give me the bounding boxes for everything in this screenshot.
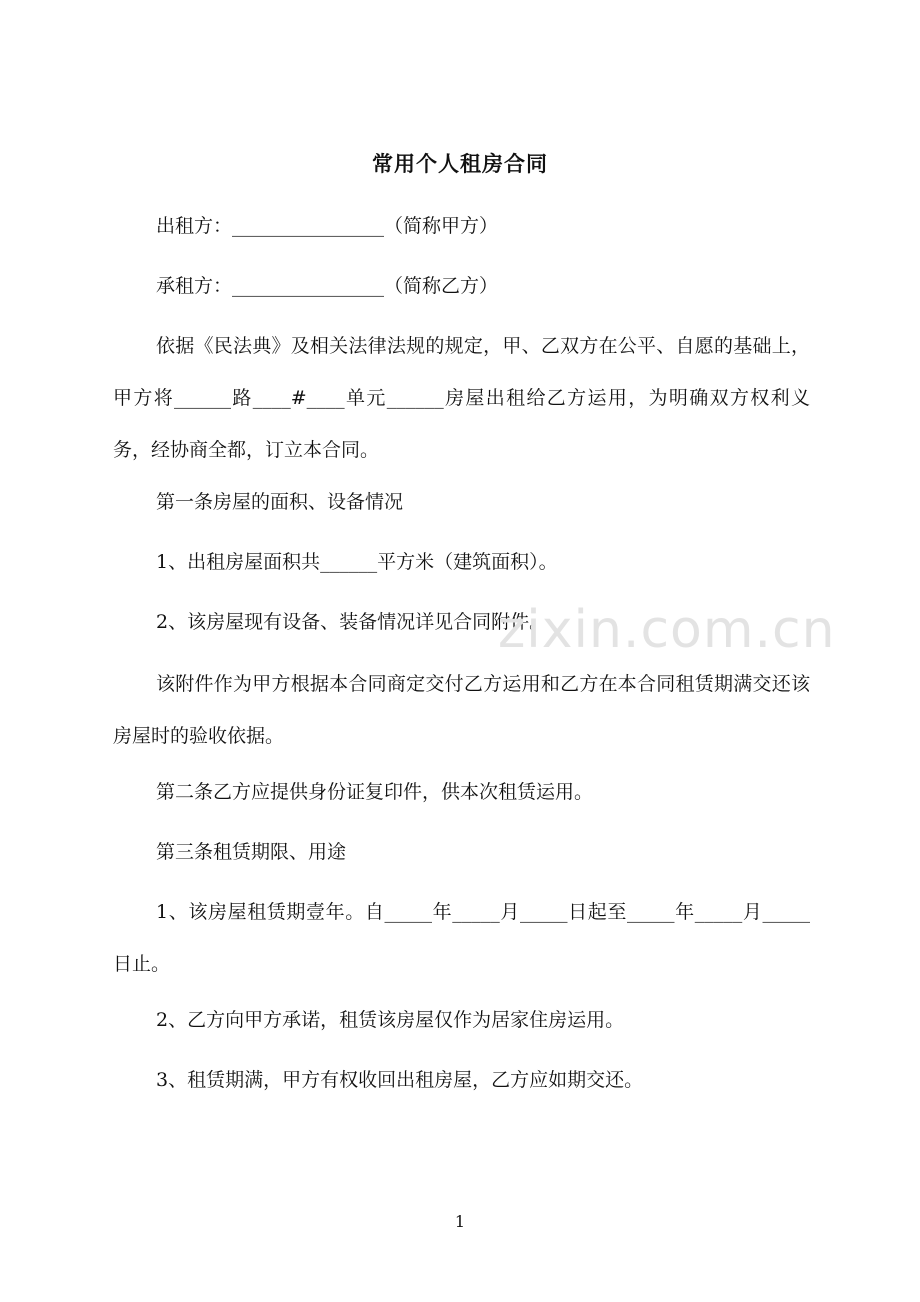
article2-line: 第二条乙方应提供身份证复印件，供本次租赁运用。 bbox=[156, 781, 594, 803]
article3-item2: 2、乙方向甲方承诺，租赁该房屋仅作为居家住房运用。 bbox=[156, 1009, 625, 1031]
article1-item1: 1、出租房屋面积共______平方米（建筑面积）。 bbox=[156, 551, 558, 573]
preamble-paragraph: 依据《民法典》及相关法律法规的规定，甲、乙双方在公平、自愿的基础上，甲方将______路____#____单元______房屋出租给乙方运用，为明确双方权利义务，经协商全都，订立本合同。 bbox=[113, 335, 810, 461]
article1-heading: 第一条房屋的面积、设备情况 bbox=[156, 491, 404, 513]
article3-item1-paragraph: 1、该房屋租赁期壹年。自_____年_____月_____日起至_____年_____月_____日止。 bbox=[113, 901, 810, 975]
article3-heading: 第三条租赁期限、用途 bbox=[156, 841, 347, 863]
article3-item3: 3、租赁期满，甲方有权收回出租房屋，乙方应如期交还。 bbox=[156, 1069, 644, 1091]
page-number: 1 bbox=[454, 1212, 466, 1231]
document-title: 常用个人租房合同 bbox=[372, 152, 548, 176]
article1-note-paragraph: 该附件作为甲方根据本合同商定交付乙方运用和乙方在本合同租赁期满交还该房屋时的验收依据。 bbox=[113, 673, 810, 747]
lessee-line: 承租方：________________（简称乙方） bbox=[156, 275, 499, 297]
article1-item2: 2、该房屋现有设备、装备情况详见合同附件。 bbox=[156, 611, 549, 633]
watermark-text: zixin.com.cn bbox=[498, 600, 836, 660]
lessor-line: 出租方：________________（简称甲方） bbox=[156, 215, 499, 237]
